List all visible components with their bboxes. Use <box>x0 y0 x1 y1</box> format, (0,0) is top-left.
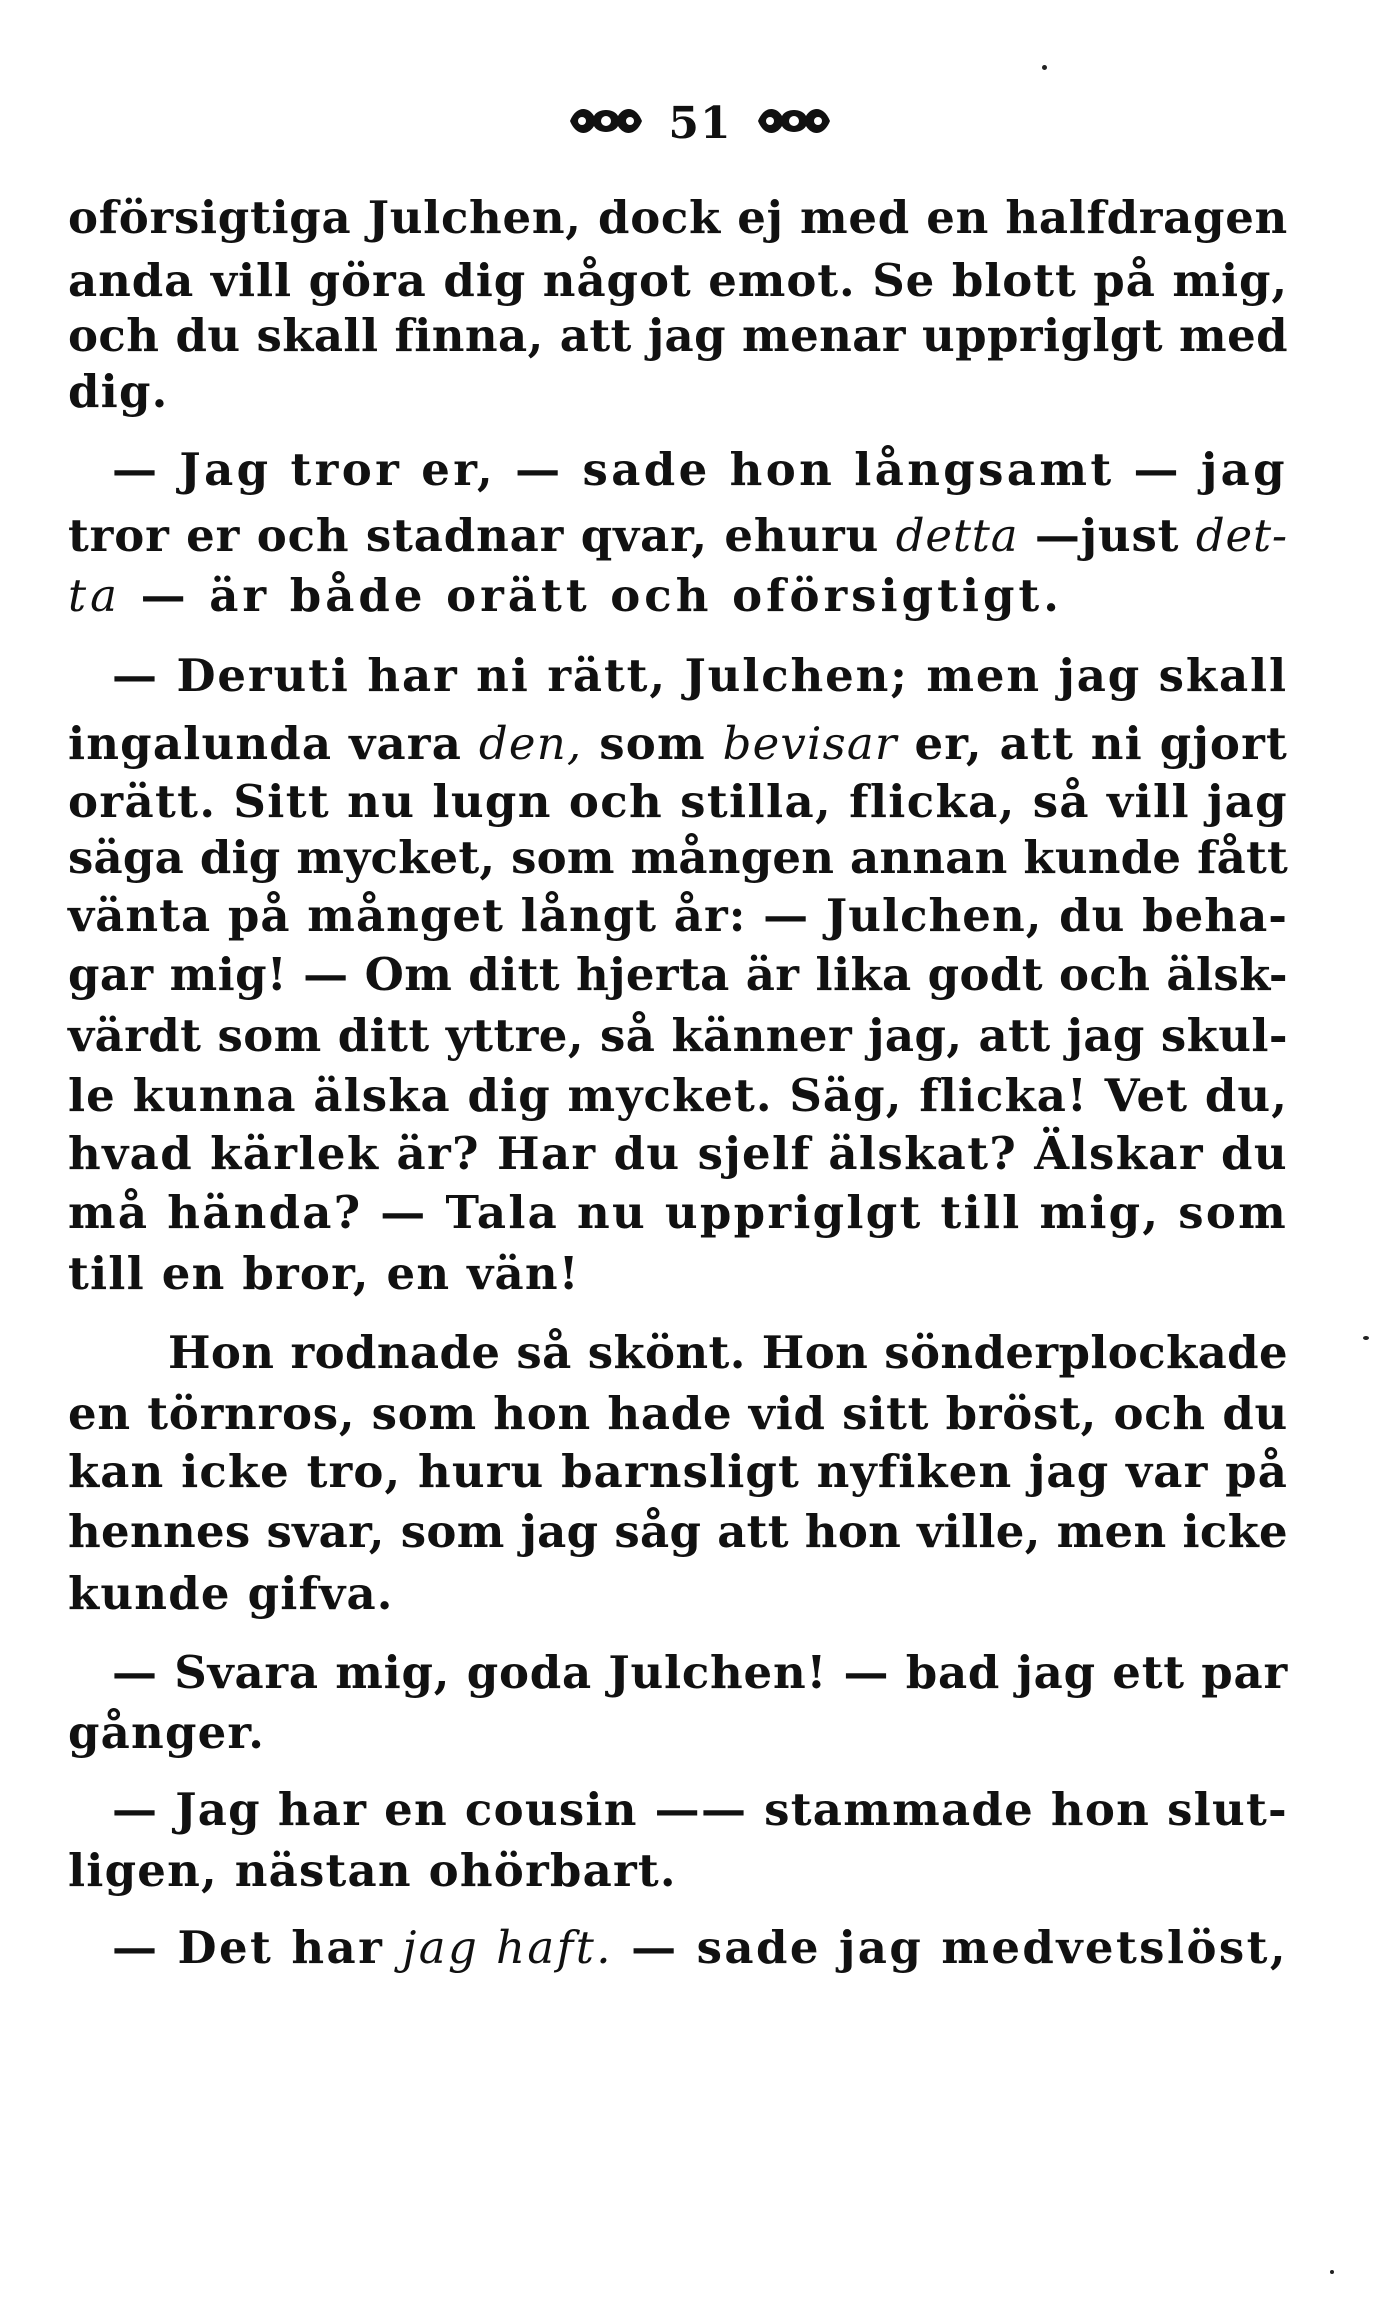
text-segment: orätt. Sitt nu lugn och stilla, flicka, så vill jag <box>68 775 1288 828</box>
text-segment: säga dig mycket, som mången annan kunde fått <box>68 831 1288 884</box>
text-line <box>68 945 1288 1005</box>
text-line <box>112 440 1288 500</box>
ornament-icon <box>754 98 834 149</box>
italic-text: ta <box>68 569 121 622</box>
text-line <box>68 828 1288 888</box>
text-segment: ingalunda vara <box>68 717 479 770</box>
text-segment: er, att ni gjort <box>897 717 1288 770</box>
ink-speck <box>1042 65 1047 70</box>
text-segment: dig. <box>68 365 169 418</box>
text-segment: en törnros, som hon hade vid sitt bröst, och du <box>68 1387 1288 1440</box>
italic-text: det- <box>1195 509 1288 562</box>
text-segment: gar mig! — Om ditt hjerta är lika godt och älsk- <box>68 948 1288 1001</box>
text-line <box>68 1703 265 1763</box>
text-segment: anda vill göra dig något emot. Se blott på mig, <box>68 254 1288 307</box>
italic-text: bevisar <box>722 717 898 770</box>
text-line <box>168 1323 1288 1383</box>
text-segment: — Jag tror er, — sade hon långsamt — jag <box>112 443 1288 496</box>
text-segment: till en bror, en vän! <box>68 1247 580 1300</box>
text-segment: — är både orätt och oförsigtigt. <box>120 569 1063 622</box>
italic-text: jag haft. <box>402 1921 613 1974</box>
text-segment: vänta på månget långt år: — Julchen, du beha- <box>68 889 1288 942</box>
italic-text: den, <box>478 717 583 770</box>
text-segment: kan icke tro, huru barnsligt nyfiken jag var på <box>68 1445 1288 1498</box>
text-line <box>112 1643 1288 1703</box>
text-line <box>68 188 1288 248</box>
text-line <box>112 1780 1288 1840</box>
text-segment: värdt som ditt yttre, så känner jag, att jag skul- <box>68 1009 1288 1062</box>
text-line <box>68 566 1063 626</box>
text-segment: oförsigtiga Julchen, dock ej med en halfdragen <box>68 191 1288 244</box>
text-line <box>68 1183 1288 1243</box>
text-line <box>68 1006 1288 1066</box>
text-segment: — Det har <box>112 1921 403 1974</box>
text-line <box>68 886 1288 946</box>
text-segment: — Svara mig, goda Julchen! — bad jag ett par <box>112 1646 1288 1699</box>
text-segment: — Deruti har ni rätt, Julchen; men jag skall <box>112 649 1288 702</box>
text-line <box>68 251 1288 311</box>
italic-text: detta <box>895 509 1019 562</box>
text-segment: le kunna älska dig mycket. Säg, flicka! Vet du, <box>68 1069 1288 1122</box>
text-segment: och du skall finna, att jag menar uppriglgt med <box>68 309 1288 362</box>
text-segment: — sade jag medvetslöst, <box>612 1921 1289 1974</box>
text-segment: tror er och stadnar qvar, ehuru <box>68 509 896 562</box>
text-segment: hennes svar, som jag såg att hon ville, men icke <box>68 1505 1288 1558</box>
text-line <box>68 506 1288 566</box>
text-segment: kunde gifva. <box>68 1567 394 1620</box>
text-segment: ligen, nästan ohörbart. <box>68 1844 677 1897</box>
text-segment: — Jag har en cousin —— stammade hon slut- <box>112 1783 1288 1836</box>
text-line <box>68 714 1288 774</box>
page-number: 51 <box>668 98 732 149</box>
text-segment: må hända? — Tala nu uppriglgt till mig, som <box>68 1186 1288 1239</box>
text-line <box>68 1502 1288 1562</box>
text-segment: Hon rodnade så skönt. Hon sönderplockade <box>168 1326 1288 1379</box>
text-line <box>112 1918 1288 1978</box>
text-segment: gånger. <box>68 1706 266 1759</box>
page-header <box>0 95 1400 149</box>
text-line <box>68 306 1288 366</box>
text-line <box>68 1841 677 1901</box>
ink-speck <box>1363 1336 1369 1340</box>
text-segment: hvad kärlek är? Har du sjelf älskat? Älskar du <box>68 1127 1288 1180</box>
text-line <box>68 1124 1288 1184</box>
text-line <box>68 1066 1288 1126</box>
text-segment: som <box>582 717 723 770</box>
text-line <box>68 362 169 422</box>
text-line <box>68 1564 394 1624</box>
text-line <box>112 646 1288 706</box>
ornament-icon <box>566 98 646 149</box>
ink-speck <box>1330 2270 1334 2274</box>
text-segment: —just <box>1018 509 1196 562</box>
text-line <box>68 1442 1288 1502</box>
text-line <box>68 772 1288 832</box>
text-line <box>68 1384 1288 1444</box>
text-line <box>68 1244 580 1304</box>
